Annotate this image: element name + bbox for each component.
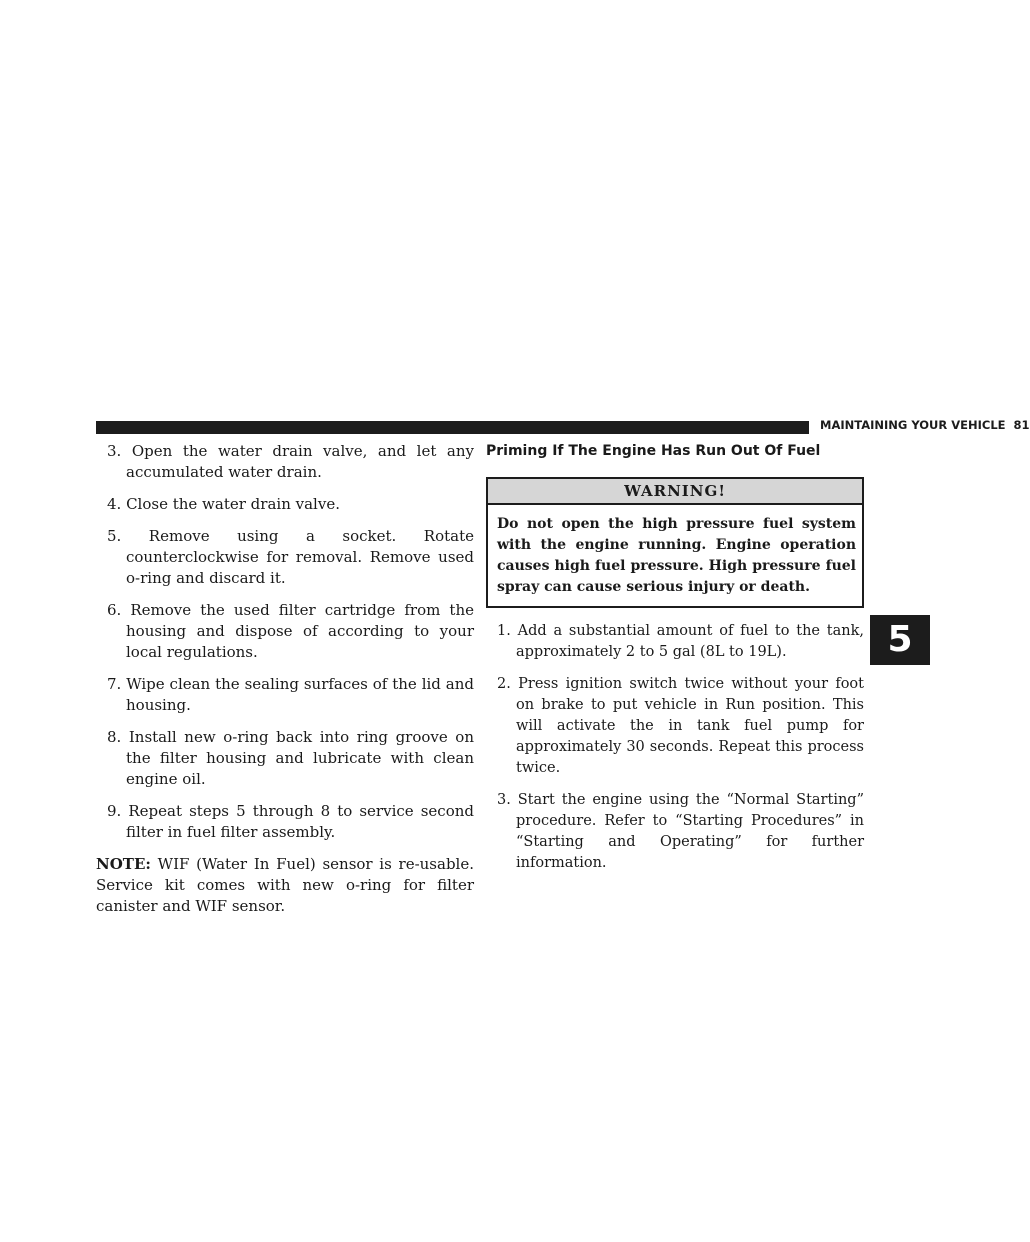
step-item: 8. Install new o-ring back into ring groove on the filter housing and lubricate with clean engine oil.	[107, 728, 474, 788]
note-label: NOTE:	[96, 855, 151, 873]
page-number: 81	[1013, 418, 1030, 432]
section-title: MAINTAINING YOUR VEHICLE	[820, 418, 1006, 432]
step-item: 3. Start the engine using the “Normal Starting” procedure. Refer to “Starting Procedures” in “Starting and Operating” for further information.	[497, 792, 864, 871]
section-heading: Priming If The Engine Has Run Out Of Fuel	[486, 443, 821, 459]
step-item: 5. Remove using a socket. Rotate counterclockwise for removal. Remove used o-ring and discard it.	[107, 527, 474, 587]
step-item: 7. Wipe clean the sealing surfaces of the lid and housing.	[107, 675, 474, 714]
running-header	[820, 418, 1030, 432]
warning-box	[486, 477, 864, 608]
step-item: 4. Close the water drain valve.	[107, 495, 340, 513]
note-paragraph	[96, 854, 474, 917]
step-item: 1. Add a substantial amount of fuel to the tank, approximately 2 to 5 gal (8L to 19L).	[497, 623, 864, 660]
step-item: 3. Open the water drain valve, and let any accumulated water drain.	[107, 442, 474, 481]
warning-text: Do not open the high pressure fuel system with the engine running. Engine operation causes high fuel pressure. High pressure fuel spray can cause serious injury or death.	[497, 516, 856, 595]
step-item: 6. Remove the used filter cartridge from the housing and dispose of according to your local regulations.	[107, 601, 474, 661]
left-column	[96, 441, 474, 917]
chapter-tab: 5	[870, 615, 930, 665]
step-item: 9. Repeat steps 5 through 8 to service second filter in fuel filter assembly.	[107, 802, 474, 841]
step-item: 2. Press ignition switch twice without your foot on brake to put vehicle in Run position. This will activate the in tank fuel pump for approximately 30 seconds. Repeat this process twice.	[497, 676, 864, 776]
warning-title: WARNING!	[488, 479, 862, 505]
right-column	[486, 441, 864, 885]
header-bar	[96, 421, 809, 434]
note-text: WIF (Water In Fuel) sensor is re-usable. Service kit comes with new o-ring for filter canister and WIF sensor.	[96, 855, 474, 915]
